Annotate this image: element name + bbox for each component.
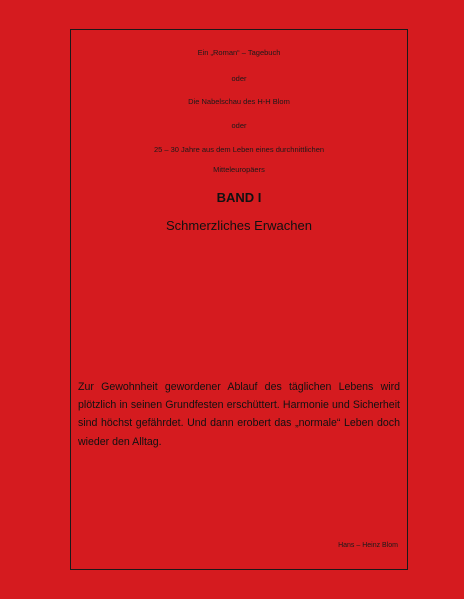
volume-subtitle: Schmerzliches Erwachen bbox=[166, 218, 312, 233]
cover-frame bbox=[70, 29, 408, 570]
title-line-4: oder bbox=[231, 121, 247, 130]
title-line-6: Mitteleuropäers bbox=[213, 165, 265, 174]
author-name: Hans – Heinz Blom bbox=[338, 542, 398, 549]
title-line-3: Die Nabelschau des H-H Blom bbox=[188, 97, 290, 106]
title-line-2: oder bbox=[231, 74, 247, 83]
blurb-text: Zur Gewohnheit gewordener Ablauf des täglichen Lebens wird plötzlich in seinen Grundfesten erschüttert. Harmonie und Sicherheit sind höchst gefährdet. Und dann erobert das „normale“ Leben doch wieder den Alltag. bbox=[78, 381, 400, 448]
title-line-5: 25 – 30 Jahre aus dem Leben eines durchnittlichen bbox=[153, 145, 325, 154]
title-line-1: Ein „Roman“ – Tagebuch bbox=[197, 48, 281, 57]
volume-label: BAND I bbox=[216, 190, 262, 205]
